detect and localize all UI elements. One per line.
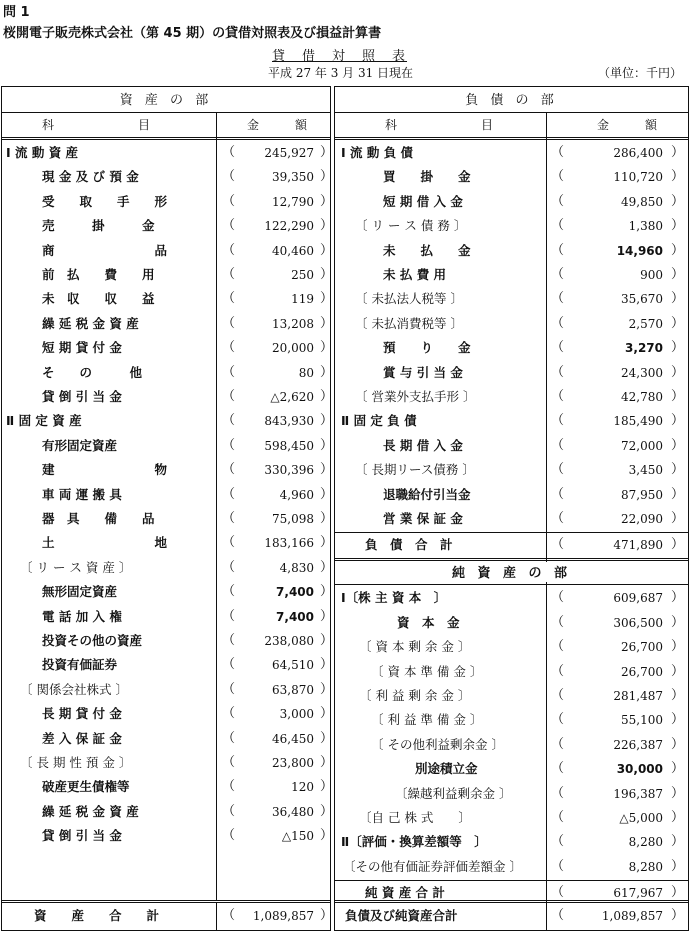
liability-label: 未 払 金 bbox=[383, 242, 471, 258]
asset-amount: 238,080 bbox=[264, 634, 314, 648]
asset-label: 長 期 貸 付 金 bbox=[42, 706, 122, 722]
liability-amount: 72,000 bbox=[621, 438, 663, 453]
asset-label: 短 期 貸 付 金 bbox=[42, 340, 122, 356]
asset-row: 土 地 （ 183,166 ） bbox=[2, 531, 330, 555]
asset-label: 投資有価証券 bbox=[42, 657, 118, 673]
liabilities-section-header: 負 債 の 部 bbox=[465, 93, 558, 108]
liability-row: 短 期 借 入 金 （ 49,850 ） bbox=[335, 190, 688, 214]
liability-amount: 87,950 bbox=[621, 487, 663, 502]
equity-row: Ⅰ〔株 主 資 本 〕 （ 609,687 ） bbox=[335, 586, 688, 610]
asset-label: 受 取 手 形 bbox=[42, 193, 168, 209]
liability-row: 退職給付引当金 （ 87,950 ） bbox=[335, 483, 688, 507]
equity-label: 〔その他有価証券評価差額金 〕 bbox=[343, 858, 522, 874]
liability-label: 短 期 借 入 金 bbox=[383, 193, 463, 209]
equity-row: 〔その他有価証券評価差額金 〕 （ 8,280 ） bbox=[335, 855, 688, 879]
liability-row: 〔 営業外支払手形 〕 （ 42,780 ） bbox=[335, 385, 688, 409]
asset-row: 〔 リ ー ス 資 産 〕 （ 4,830 ） bbox=[2, 556, 330, 580]
liability-amount: 3,450 bbox=[628, 463, 663, 478]
equity-row: 別途積立金 （ 30,000 ） bbox=[335, 757, 688, 781]
grand-total-row: 負債及び純資産合計 （ 1,089,857 ） bbox=[335, 904, 688, 928]
liability-row: 〔 未払消費税等 〕 （ 2,570 ） bbox=[335, 312, 688, 336]
equity-row: 〔自 己 株 式 〕 （ △5,000 ） bbox=[335, 806, 688, 830]
liability-label: 〔 未払法人税等 〕 bbox=[355, 291, 463, 307]
asset-label: Ⅰ 流 動 資 産 bbox=[6, 145, 79, 160]
asset-amount: 40,460 bbox=[272, 243, 314, 258]
liability-amount: 286,400 bbox=[613, 146, 663, 160]
equity-total-amount: 617,967 bbox=[613, 886, 663, 901]
asset-amount: 12,790 bbox=[272, 194, 314, 209]
liability-row: 未 払 金 （ 14,960 ） bbox=[335, 239, 688, 263]
asset-amount: 46,450 bbox=[272, 731, 314, 746]
asset-amount: 122,290 bbox=[264, 219, 314, 234]
asset-row: 器 具 備 品 （ 75,098 ） bbox=[2, 507, 330, 531]
liability-amount: 185,490 bbox=[613, 414, 663, 429]
asset-label: 有形固定資産 bbox=[42, 437, 118, 453]
asset-amount: 598,450 bbox=[264, 438, 314, 453]
assets-total-amount: 1,089,857 bbox=[252, 909, 314, 923]
equity-label: 〔 資 本 準 備 金 〕 bbox=[371, 663, 483, 679]
asset-amount: 80 bbox=[298, 365, 314, 380]
liability-row: Ⅱ 固 定 負 債 （ 185,490 ） bbox=[335, 409, 688, 433]
asset-label: 土 地 bbox=[42, 535, 168, 551]
liability-amount: 49,850 bbox=[621, 194, 663, 209]
liability-row: 〔 リ ー ス 債 務 〕 （ 1,380 ） bbox=[335, 214, 688, 238]
asset-label: Ⅱ 固 定 資 産 bbox=[6, 413, 82, 429]
asset-label: 現 金 及 び 預 金 bbox=[42, 169, 139, 185]
asset-amount: 120 bbox=[291, 780, 314, 795]
asset-label: 〔 リ ー ス 資 産 〕 bbox=[20, 559, 132, 575]
liability-label: 〔 リ ー ス 債 務 〕 bbox=[355, 218, 467, 234]
liabilities-total-row: 負 債 合 計 （ 471,890 ） bbox=[335, 533, 688, 557]
liability-row: Ⅰ 流 動 負 債 （ 286,400 ） bbox=[335, 141, 688, 165]
liability-label: 〔 長期リース債務 〕 bbox=[355, 462, 475, 478]
equity-row: 〔 利 益 準 備 金 〕 （ 55,100 ） bbox=[335, 708, 688, 732]
asset-row: Ⅰ 流 動 資 産 （ 245,927 ） bbox=[2, 141, 330, 165]
asset-row: 商 品 （ 40,460 ） bbox=[2, 239, 330, 263]
liability-label: 退職給付引当金 bbox=[383, 486, 471, 502]
assets-total-row: 資 産 合 計 （ 1,089,857 ） bbox=[2, 904, 330, 928]
unit-label: （単位：千円） bbox=[598, 66, 683, 80]
equity-amount: 30,000 bbox=[616, 762, 663, 777]
asset-label: 貸 倒 引 当 金 bbox=[42, 828, 122, 844]
equity-row: 〔繰越利益剰余金 〕 （ 196,387 ） bbox=[335, 782, 688, 806]
liability-row: 〔 長期リース債務 〕 （ 3,450 ） bbox=[335, 458, 688, 482]
asset-amount: 250 bbox=[291, 268, 314, 282]
asset-label: 器 具 備 品 bbox=[42, 511, 155, 526]
asset-label: 前 払 費 用 bbox=[42, 267, 155, 282]
asset-amount: 7,400 bbox=[276, 585, 314, 600]
liability-row: 〔 未払法人税等 〕 （ 35,670 ） bbox=[335, 287, 688, 311]
asset-label: 建 物 bbox=[42, 462, 168, 478]
liability-amount: 14,960 bbox=[616, 243, 663, 258]
asset-row: 短 期 貸 付 金 （ 20,000 ） bbox=[2, 336, 330, 360]
asset-label: 無形固定資産 bbox=[42, 584, 118, 600]
asset-row: Ⅱ 固 定 資 産 （ 843,930 ） bbox=[2, 409, 330, 433]
asset-amount: 64,510 bbox=[272, 658, 314, 673]
liability-row: 賞 与 引 当 金 （ 24,300 ） bbox=[335, 361, 688, 385]
liability-amount: 2,570 bbox=[628, 316, 663, 331]
liability-amount: 22,090 bbox=[621, 512, 663, 526]
liability-row: 営 業 保 証 金 （ 22,090 ） bbox=[335, 507, 688, 531]
equity-amount: 226,387 bbox=[613, 737, 663, 752]
asset-amount: 4,960 bbox=[279, 487, 314, 502]
liability-row: 未 払 費 用 （ 900 ） bbox=[335, 263, 688, 287]
asset-row: 貸 倒 引 当 金 （ △150 ） bbox=[2, 824, 330, 848]
asset-amount: 3,000 bbox=[279, 707, 314, 722]
column-header-amount-right: 金 額 bbox=[597, 118, 658, 132]
liabilities-equity-table bbox=[334, 86, 689, 931]
asset-row: 投資有価証券 （ 64,510 ） bbox=[2, 653, 330, 677]
liability-row: 買 掛 金 （ 110,720 ） bbox=[335, 165, 688, 189]
equity-amount: 8,280 bbox=[628, 835, 663, 850]
asset-row: 繰 延 税 金 資 産 （ 36,480 ） bbox=[2, 800, 330, 824]
liability-label: 賞 与 引 当 金 bbox=[383, 364, 463, 380]
liability-label: 長 期 借 入 金 bbox=[383, 437, 463, 453]
asset-label: 〔 関係会社株式 〕 bbox=[20, 681, 128, 697]
liability-label: 営 業 保 証 金 bbox=[383, 511, 463, 526]
equity-label: 別途積立金 bbox=[415, 761, 478, 777]
asset-row: 無形固定資産 （ 7,400 ） bbox=[2, 580, 330, 604]
liability-amount: 3,270 bbox=[625, 341, 663, 356]
equity-amount: 26,700 bbox=[621, 640, 663, 655]
question-number: 問 1 bbox=[3, 5, 30, 20]
asset-amount: 75,098 bbox=[272, 512, 314, 526]
liability-amount: 35,670 bbox=[621, 292, 663, 307]
equity-amount: △5,000 bbox=[619, 811, 663, 825]
asset-row: 売 掛 金 （ 122,290 ） bbox=[2, 214, 330, 238]
liability-label: 未 払 費 用 bbox=[383, 267, 447, 282]
equity-label: 〔自 己 株 式 〕 bbox=[359, 810, 471, 825]
liability-label: 買 掛 金 bbox=[383, 169, 471, 185]
asset-amount: 20,000 bbox=[272, 341, 314, 356]
equity-label: 〔 資 本 剰 余 金 〕 bbox=[359, 639, 471, 655]
asset-row: 破産更生債権等 （ 120 ） bbox=[2, 775, 330, 799]
column-header-amount: 金 額 bbox=[247, 118, 308, 132]
liability-amount: 24,300 bbox=[621, 365, 663, 380]
asset-label: そ の 他 bbox=[42, 364, 143, 380]
assets-table bbox=[1, 86, 334, 931]
equity-amount: 281,487 bbox=[613, 689, 663, 703]
equity-label: 〔 利 益 剰 余 金 〕 bbox=[359, 688, 471, 703]
liability-label: Ⅱ 固 定 負 債 bbox=[341, 413, 417, 429]
liabilities-total-amount: 471,890 bbox=[613, 538, 663, 553]
asset-amount: 7,400 bbox=[276, 609, 314, 624]
equity-label: Ⅰ〔株 主 資 本 〕 bbox=[341, 590, 447, 606]
equity-amount: 55,100 bbox=[621, 713, 663, 728]
asset-label: 商 品 bbox=[42, 242, 168, 258]
column-header-item-right: 科 目 bbox=[385, 118, 494, 132]
grand-total-label: 負債及び純資産合計 bbox=[345, 908, 458, 923]
asset-row: 長 期 貸 付 金 （ 3,000 ） bbox=[2, 702, 330, 726]
assets-total-label: 資 産 合 計 bbox=[34, 908, 160, 923]
asset-row: 貸 倒 引 当 金 （ △2,620 ） bbox=[2, 385, 330, 409]
liability-label: Ⅰ 流 動 負 債 bbox=[341, 145, 414, 160]
document-title: 桜開電子販売株式会社（第 45 期）の貸借対照表及び損益計算書 bbox=[3, 26, 382, 41]
asset-amount: 63,870 bbox=[272, 682, 314, 697]
asset-row: 投資その他の資産 （ 238,080 ） bbox=[2, 629, 330, 653]
equity-label: Ⅱ〔評価・換算差額等 〕 bbox=[341, 834, 487, 850]
asset-amount: 23,800 bbox=[272, 756, 314, 770]
liability-label: 〔 営業外支払手形 〕 bbox=[355, 389, 476, 404]
equity-label: 〔 その他利益剰余金 〕 bbox=[371, 736, 504, 752]
equity-row: 〔 資 本 準 備 金 〕 （ 26,700 ） bbox=[335, 660, 688, 684]
asset-row: 現 金 及 び 預 金 （ 39,350 ） bbox=[2, 165, 330, 189]
asset-amount: 36,480 bbox=[272, 804, 314, 819]
equity-amount: 196,387 bbox=[613, 786, 663, 801]
equity-row: 資 本 金 （ 306,500 ） bbox=[335, 611, 688, 635]
equity-label: 〔 利 益 準 備 金 〕 bbox=[371, 712, 483, 728]
equity-total-label: 純 資 産 合 計 bbox=[365, 885, 445, 901]
liability-label: 〔 未払消費税等 〕 bbox=[355, 315, 463, 331]
column-header-item: 科 目 bbox=[42, 118, 151, 132]
asset-amount: △2,620 bbox=[270, 390, 314, 404]
equity-row: 〔 資 本 剰 余 金 〕 （ 26,700 ） bbox=[335, 635, 688, 659]
asset-amount: 13,208 bbox=[272, 316, 314, 331]
assets-section-header: 資 産 の 部 bbox=[119, 93, 213, 108]
asset-label: 売 掛 金 bbox=[42, 218, 155, 234]
grand-total-amount: 1,089,857 bbox=[601, 909, 663, 923]
asset-label: 破産更生債権等 bbox=[42, 779, 130, 795]
equity-amount: 609,687 bbox=[613, 591, 663, 606]
equity-section-header: 純 資 産 の 部 bbox=[335, 562, 688, 582]
equity-label: 資 本 金 bbox=[397, 614, 460, 630]
asset-label: 未 収 収 益 bbox=[42, 291, 155, 307]
asset-amount: △150 bbox=[281, 829, 314, 844]
equity-row: Ⅱ〔評価・換算差額等 〕 （ 8,280 ） bbox=[335, 830, 688, 854]
equity-total-row: 純 資 産 合 計 （ 617,967 ） bbox=[335, 881, 688, 905]
balance-sheet-title: 貸 借 対 照 表 bbox=[272, 49, 408, 64]
liability-amount: 42,780 bbox=[621, 390, 663, 404]
equity-row: 〔 利 益 剰 余 金 〕 （ 281,487 ） bbox=[335, 684, 688, 708]
asset-label: 電 話 加 入 権 bbox=[42, 608, 122, 624]
asset-row: 有形固定資産 （ 598,450 ） bbox=[2, 434, 330, 458]
as-of-date: 平成 27 年 3 月 31 日現在 bbox=[268, 66, 414, 80]
asset-amount: 4,830 bbox=[279, 560, 314, 575]
asset-row: 受 取 手 形 （ 12,790 ） bbox=[2, 190, 330, 214]
asset-amount: 119 bbox=[291, 292, 314, 307]
equity-label: 〔繰越利益剰余金 〕 bbox=[395, 785, 512, 801]
asset-amount: 330,396 bbox=[264, 463, 314, 478]
asset-label: 繰 延 税 金 資 産 bbox=[42, 803, 139, 819]
asset-label: 車 両 運 搬 具 bbox=[42, 486, 122, 502]
liability-amount: 900 bbox=[640, 268, 663, 282]
asset-label: 差 入 保 証 金 bbox=[42, 730, 122, 746]
asset-amount: 183,166 bbox=[264, 536, 314, 551]
liability-amount: 1,380 bbox=[628, 219, 663, 234]
liability-label: 預 り 金 bbox=[383, 340, 471, 356]
equity-row: 〔 その他利益剰余金 〕 （ 226,387 ） bbox=[335, 733, 688, 757]
liability-row: 長 期 借 入 金 （ 72,000 ） bbox=[335, 434, 688, 458]
equity-amount: 306,500 bbox=[613, 615, 663, 630]
asset-row: 繰 延 税 金 資 産 （ 13,208 ） bbox=[2, 312, 330, 336]
equity-amount: 26,700 bbox=[621, 664, 663, 679]
equity-amount: 8,280 bbox=[628, 859, 663, 874]
asset-row: 差 入 保 証 金 （ 46,450 ） bbox=[2, 727, 330, 751]
liabilities-total-label: 負 債 合 計 bbox=[365, 537, 453, 553]
asset-amount: 843,930 bbox=[264, 414, 314, 429]
asset-row: 未 収 収 益 （ 119 ） bbox=[2, 287, 330, 311]
asset-label: 〔 長 期 性 預 金 〕 bbox=[20, 755, 132, 770]
asset-row: 〔 関係会社株式 〕 （ 63,870 ） bbox=[2, 678, 330, 702]
asset-row: 〔 長 期 性 預 金 〕 （ 23,800 ） bbox=[2, 751, 330, 775]
asset-amount: 245,927 bbox=[264, 146, 314, 160]
asset-amount: 39,350 bbox=[272, 170, 314, 185]
asset-row: 建 物 （ 330,396 ） bbox=[2, 458, 330, 482]
asset-row: 車 両 運 搬 具 （ 4,960 ） bbox=[2, 483, 330, 507]
asset-label: 投資その他の資産 bbox=[42, 633, 143, 648]
liability-amount: 110,720 bbox=[613, 170, 663, 185]
asset-row: そ の 他 （ 80 ） bbox=[2, 361, 330, 385]
liability-row: 預 り 金 （ 3,270 ） bbox=[335, 336, 688, 360]
asset-row: 前 払 費 用 （ 250 ） bbox=[2, 263, 330, 287]
asset-row: 電 話 加 入 権 （ 7,400 ） bbox=[2, 605, 330, 629]
asset-label: 貸 倒 引 当 金 bbox=[42, 389, 122, 404]
asset-label: 繰 延 税 金 資 産 bbox=[42, 315, 139, 331]
